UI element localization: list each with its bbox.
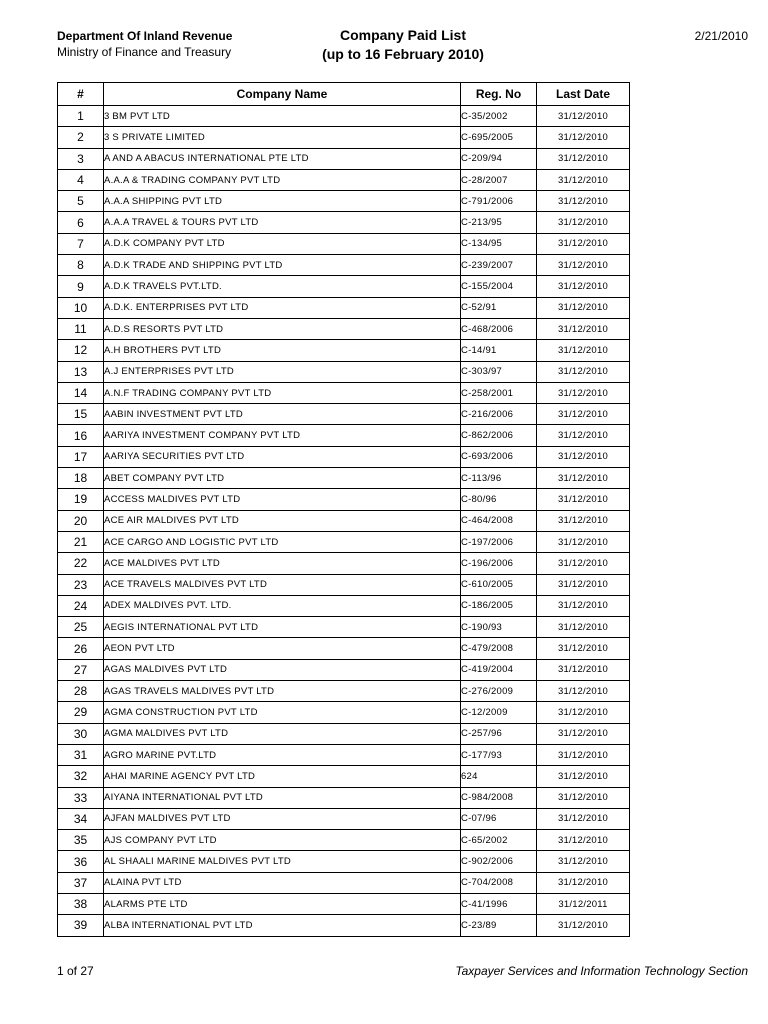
row-number-cell: 7 (58, 233, 104, 254)
section-name: Taxpayer Services and Information Technology Section (455, 964, 748, 978)
column-header-reg-no: Reg. No (461, 83, 537, 106)
reg-no-cell: C-177/93 (461, 744, 537, 765)
last-date-cell: 31/12/2010 (537, 106, 630, 127)
table-row (58, 212, 630, 233)
reg-no-cell: C-693/2006 (461, 446, 537, 467)
row-number-cell: 9 (58, 276, 104, 297)
row-number-cell: 14 (58, 382, 104, 403)
reg-no-cell: C-984/2008 (461, 787, 537, 808)
reg-no-cell: C-186/2005 (461, 595, 537, 616)
company-name-cell: ACE TRAVELS MALDIVES PVT LTD (104, 574, 461, 595)
last-date-cell: 31/12/2010 (537, 595, 630, 616)
row-number-cell: 16 (58, 425, 104, 446)
row-number-cell: 4 (58, 169, 104, 190)
reg-no-cell: C-216/2006 (461, 404, 537, 425)
row-number-cell: 17 (58, 446, 104, 467)
table-row (58, 446, 630, 467)
last-date-cell: 31/12/2010 (537, 446, 630, 467)
table-row (58, 638, 630, 659)
last-date-cell: 31/12/2010 (537, 191, 630, 212)
reg-no-cell: C-464/2008 (461, 510, 537, 531)
row-number-cell: 39 (58, 915, 104, 936)
company-name-cell: ACE AIR MALDIVES PVT LTD (104, 510, 461, 531)
last-date-cell: 31/12/2010 (537, 851, 630, 872)
table-row (58, 233, 630, 254)
table-row (58, 318, 630, 339)
row-number-cell: 32 (58, 766, 104, 787)
row-number-cell: 3 (58, 148, 104, 169)
table-row (58, 106, 630, 127)
table-row (58, 617, 630, 638)
table-row (58, 340, 630, 361)
last-date-cell: 31/12/2010 (537, 638, 630, 659)
row-number-cell: 35 (58, 830, 104, 851)
row-number-cell: 13 (58, 361, 104, 382)
row-number-cell: 1 (58, 106, 104, 127)
company-name-cell: AEGIS INTERNATIONAL PVT LTD (104, 617, 461, 638)
table-row (58, 744, 630, 765)
table-row (58, 382, 630, 403)
company-name-cell: ALARMS PTE LTD (104, 893, 461, 914)
last-date-cell: 31/12/2010 (537, 872, 630, 893)
company-name-cell: AABIN INVESTMENT PVT LTD (104, 404, 461, 425)
company-name-cell: A.N.F TRADING COMPANY PVT LTD (104, 382, 461, 403)
reg-no-cell: C-303/97 (461, 361, 537, 382)
table-row (58, 425, 630, 446)
company-name-cell: AEON PVT LTD (104, 638, 461, 659)
company-name-cell: AGRO MARINE PVT.LTD (104, 744, 461, 765)
last-date-cell: 31/12/2010 (537, 276, 630, 297)
row-number-cell: 19 (58, 489, 104, 510)
last-date-cell: 31/12/2010 (537, 212, 630, 233)
company-name-cell: A.D.K COMPANY PVT LTD (104, 233, 461, 254)
company-name-cell: AGAS TRAVELS MALDIVES PVT LTD (104, 681, 461, 702)
company-name-cell: AARIYA INVESTMENT COMPANY PVT LTD (104, 425, 461, 446)
company-name-cell: ACCESS MALDIVES PVT LTD (104, 489, 461, 510)
table-row (58, 255, 630, 276)
table-row (58, 531, 630, 552)
row-number-cell: 28 (58, 681, 104, 702)
row-number-cell: 11 (58, 318, 104, 339)
table-row (58, 595, 630, 616)
reg-no-cell: C-239/2007 (461, 255, 537, 276)
company-name-cell: AGAS MALDIVES PVT LTD (104, 659, 461, 680)
table-row (58, 787, 630, 808)
row-number-cell: 15 (58, 404, 104, 425)
row-number-cell: 8 (58, 255, 104, 276)
reg-no-cell: C-209/94 (461, 148, 537, 169)
row-number-cell: 24 (58, 595, 104, 616)
last-date-cell: 31/12/2010 (537, 318, 630, 339)
reg-no-cell: C-479/2008 (461, 638, 537, 659)
last-date-cell: 31/12/2010 (537, 340, 630, 361)
table-row (58, 702, 630, 723)
table-row (58, 851, 630, 872)
last-date-cell: 31/12/2010 (537, 744, 630, 765)
reg-no-cell: C-862/2006 (461, 425, 537, 446)
last-date-cell: 31/12/2010 (537, 255, 630, 276)
last-date-cell: 31/12/2010 (537, 510, 630, 531)
table-row (58, 723, 630, 744)
reg-no-cell: C-468/2006 (461, 318, 537, 339)
last-date-cell: 31/12/2010 (537, 233, 630, 254)
row-number-cell: 25 (58, 617, 104, 638)
reg-no-cell: C-197/2006 (461, 531, 537, 552)
table-row (58, 893, 630, 914)
last-date-cell: 31/12/2010 (537, 468, 630, 489)
row-number-cell: 12 (58, 340, 104, 361)
last-date-cell: 31/12/2010 (537, 617, 630, 638)
company-name-cell: 3 BM PVT LTD (104, 106, 461, 127)
row-number-cell: 6 (58, 212, 104, 233)
last-date-cell: 31/12/2010 (537, 808, 630, 829)
table-body (58, 106, 630, 937)
document-title: Company Paid List (339, 27, 467, 43)
reg-no-cell: C-52/91 (461, 297, 537, 318)
company-name-cell: AL SHAALI MARINE MALDIVES PVT LTD (104, 851, 461, 872)
reg-no-cell: C-419/2004 (461, 659, 537, 680)
last-date-cell: 31/12/2010 (537, 489, 630, 510)
company-name-cell: ALAINA PVT LTD (104, 872, 461, 893)
company-name-cell: AGMA CONSTRUCTION PVT LTD (104, 702, 461, 723)
last-date-cell: 31/12/2010 (537, 766, 630, 787)
reg-no-cell: C-902/2006 (461, 851, 537, 872)
row-number-cell: 2 (58, 127, 104, 148)
company-name-cell: A.D.K. ENTERPRISES PVT LTD (104, 297, 461, 318)
table-row (58, 297, 630, 318)
last-date-cell: 31/12/2010 (537, 361, 630, 382)
reg-no-cell: C-65/2002 (461, 830, 537, 851)
column-header-company-name: Company Name (104, 83, 461, 106)
row-number-cell: 26 (58, 638, 104, 659)
company-name-cell: A.A.A TRAVEL & TOURS PVT LTD (104, 212, 461, 233)
last-date-cell: 31/12/2010 (537, 382, 630, 403)
reg-no-cell: C-12/2009 (461, 702, 537, 723)
reg-no-cell: C-23/89 (461, 915, 537, 936)
reg-no-cell: C-80/96 (461, 489, 537, 510)
row-number-cell: 34 (58, 808, 104, 829)
row-number-cell: 18 (58, 468, 104, 489)
last-date-cell: 31/12/2010 (537, 127, 630, 148)
table-row (58, 872, 630, 893)
reg-no-cell: C-258/2001 (461, 382, 537, 403)
company-name-cell: AHAI MARINE AGENCY PVT LTD (104, 766, 461, 787)
table-row (58, 766, 630, 787)
company-name-cell: AIYANA INTERNATIONAL PVT LTD (104, 787, 461, 808)
company-name-cell: 3 S PRIVATE LIMITED (104, 127, 461, 148)
reg-no-cell: C-35/2002 (461, 106, 537, 127)
last-date-cell: 31/12/2010 (537, 169, 630, 190)
table-row (58, 574, 630, 595)
reg-no-cell: C-14/91 (461, 340, 537, 361)
column-header-number: # (58, 83, 104, 106)
column-header-last-date: Last Date (537, 83, 630, 106)
table-row (58, 276, 630, 297)
reg-no-cell: 624 (461, 766, 537, 787)
last-date-cell: 31/12/2010 (537, 297, 630, 318)
company-name-cell: A.D.S RESORTS PVT LTD (104, 318, 461, 339)
reg-no-cell: C-213/95 (461, 212, 537, 233)
company-name-cell: ADEX MALDIVES PVT. LTD. (104, 595, 461, 616)
company-name-cell: AJS COMPANY PVT LTD (104, 830, 461, 851)
company-name-cell: ACE CARGO AND LOGISTIC PVT LTD (104, 531, 461, 552)
last-date-cell: 31/12/2010 (537, 702, 630, 723)
last-date-cell: 31/12/2010 (537, 404, 630, 425)
company-name-cell: A.A.A & TRADING COMPANY PVT LTD (104, 169, 461, 190)
company-name-cell: A.D.K TRADE AND SHIPPING PVT LTD (104, 255, 461, 276)
row-number-cell: 10 (58, 297, 104, 318)
last-date-cell: 31/12/2010 (537, 787, 630, 808)
reg-no-cell: C-134/95 (461, 233, 537, 254)
last-date-cell: 31/12/2010 (537, 830, 630, 851)
company-name-cell: ACE MALDIVES PVT LTD (104, 553, 461, 574)
table-row (58, 659, 630, 680)
table-row (58, 489, 630, 510)
reg-no-cell: C-791/2006 (461, 191, 537, 212)
report-date: 2/21/2010 (694, 29, 748, 43)
reg-no-cell: C-610/2005 (461, 574, 537, 595)
last-date-cell: 31/12/2010 (537, 574, 630, 595)
company-name-cell: A.D.K TRAVELS PVT.LTD. (104, 276, 461, 297)
table-row (58, 681, 630, 702)
company-name-cell: A AND A ABACUS INTERNATIONAL PTE LTD (104, 148, 461, 169)
last-date-cell: 31/12/2010 (537, 553, 630, 574)
reg-no-cell: C-276/2009 (461, 681, 537, 702)
table-row (58, 148, 630, 169)
reg-no-cell: C-196/2006 (461, 553, 537, 574)
last-date-cell: 31/12/2010 (537, 723, 630, 744)
company-name-cell: AJFAN MALDIVES PVT LTD (104, 808, 461, 829)
reg-no-cell: C-257/96 (461, 723, 537, 744)
table-row (58, 191, 630, 212)
company-name-cell: ALBA INTERNATIONAL PVT LTD (104, 915, 461, 936)
row-number-cell: 5 (58, 191, 104, 212)
last-date-cell: 31/12/2010 (537, 425, 630, 446)
row-number-cell: 22 (58, 553, 104, 574)
ministry-name: Ministry of Finance and Treasury (57, 45, 232, 59)
row-number-cell: 38 (58, 893, 104, 914)
department-header (57, 28, 232, 60)
row-number-cell: 23 (58, 574, 104, 595)
table-header-row (58, 83, 630, 106)
last-date-cell: 31/12/2010 (537, 531, 630, 552)
company-name-cell: A.A.A SHIPPING PVT LTD (104, 191, 461, 212)
table-row (58, 127, 630, 148)
document-subtitle: (up to 16 February 2010) (322, 46, 484, 62)
reg-no-cell: C-190/93 (461, 617, 537, 638)
page-number: 1 of 27 (57, 964, 94, 978)
document-title-block (278, 26, 528, 64)
row-number-cell: 21 (58, 531, 104, 552)
company-paid-table (57, 82, 630, 937)
row-number-cell: 36 (58, 851, 104, 872)
row-number-cell: 31 (58, 744, 104, 765)
reg-no-cell: C-07/96 (461, 808, 537, 829)
table-row (58, 361, 630, 382)
last-date-cell: 31/12/2010 (537, 148, 630, 169)
reg-no-cell: C-155/2004 (461, 276, 537, 297)
row-number-cell: 33 (58, 787, 104, 808)
row-number-cell: 37 (58, 872, 104, 893)
table-row (58, 169, 630, 190)
reg-no-cell: C-704/2008 (461, 872, 537, 893)
table-row (58, 915, 630, 936)
table-row (58, 404, 630, 425)
last-date-cell: 31/12/2011 (537, 893, 630, 914)
table-row (58, 808, 630, 829)
table-row (58, 510, 630, 531)
department-name: Department Of Inland Revenue (57, 29, 233, 43)
table-row (58, 830, 630, 851)
company-name-cell: A.H BROTHERS PVT LTD (104, 340, 461, 361)
row-number-cell: 27 (58, 659, 104, 680)
reg-no-cell: C-28/2007 (461, 169, 537, 190)
last-date-cell: 31/12/2010 (537, 915, 630, 936)
reg-no-cell: C-113/96 (461, 468, 537, 489)
table-row (58, 553, 630, 574)
row-number-cell: 30 (58, 723, 104, 744)
row-number-cell: 29 (58, 702, 104, 723)
last-date-cell: 31/12/2010 (537, 659, 630, 680)
table-row (58, 468, 630, 489)
company-name-cell: AARIYA SECURITIES PVT LTD (104, 446, 461, 467)
row-number-cell: 20 (58, 510, 104, 531)
reg-no-cell: C-41/1996 (461, 893, 537, 914)
company-name-cell: AGMA MALDIVES PVT LTD (104, 723, 461, 744)
last-date-cell: 31/12/2010 (537, 681, 630, 702)
company-name-cell: ABET COMPANY PVT LTD (104, 468, 461, 489)
reg-no-cell: C-695/2005 (461, 127, 537, 148)
company-name-cell: A.J ENTERPRISES PVT LTD (104, 361, 461, 382)
